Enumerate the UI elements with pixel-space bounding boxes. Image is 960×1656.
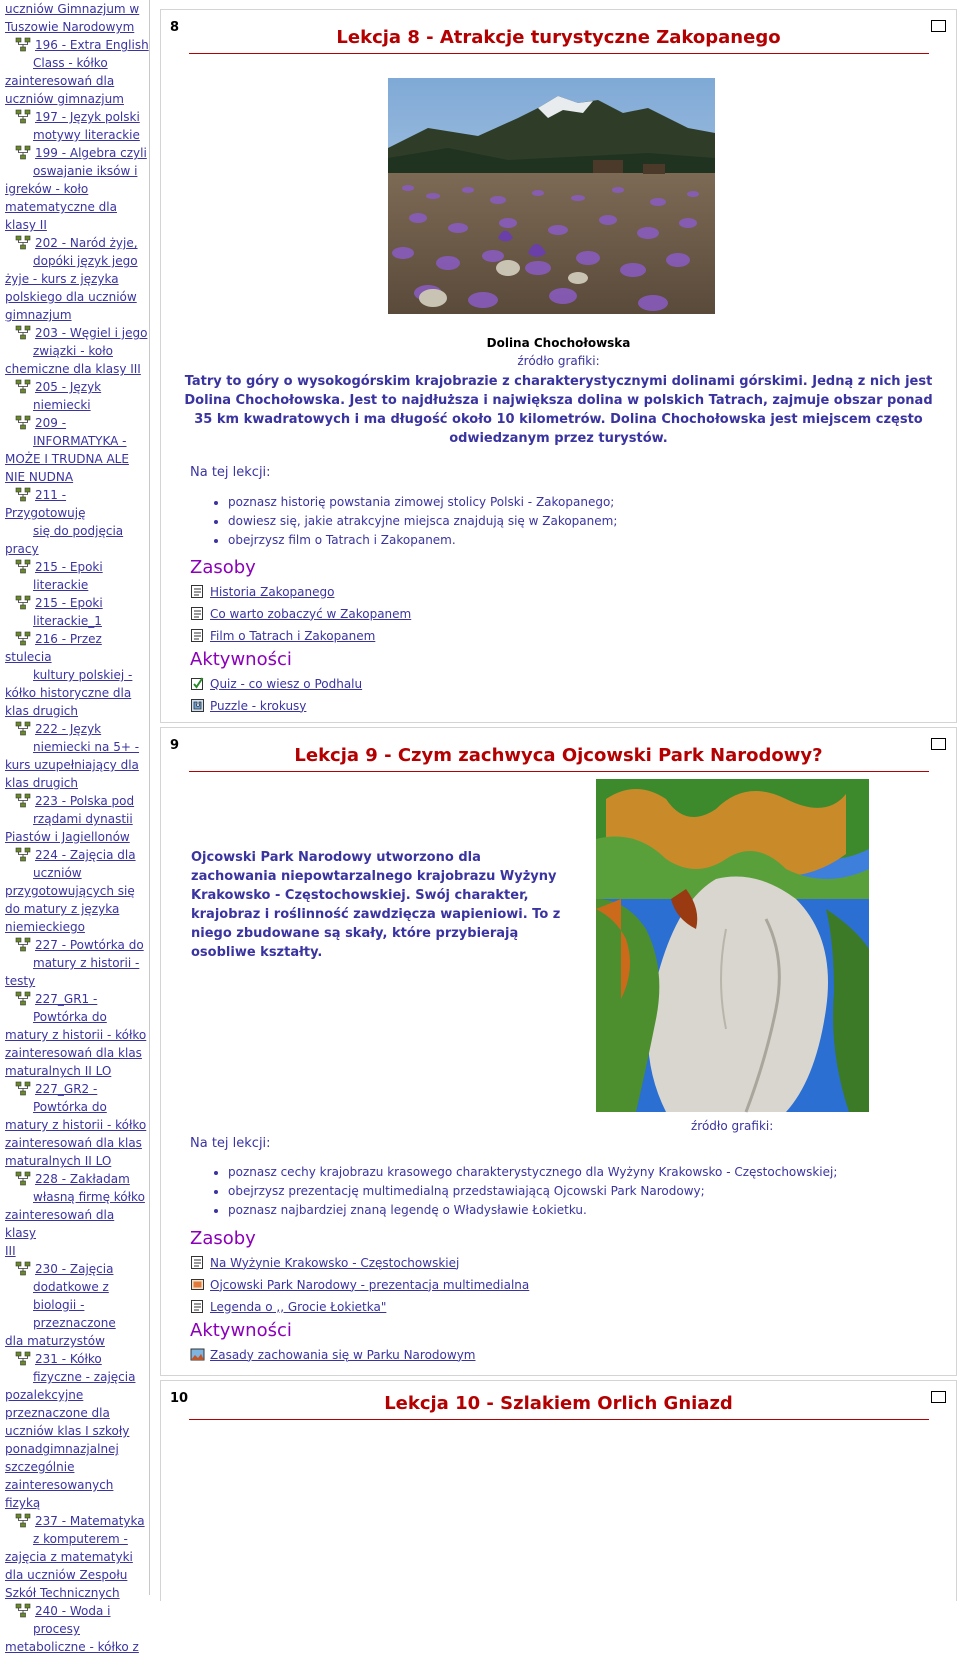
resources-heading: Zasoby bbox=[190, 557, 256, 578]
sidebar-course-item[interactable]: 231 - Kółko fizyczne - zajęcia pozalekcyjne przeznaczone dla uczniów klas I szkoły ponadgimnazjalnej szczególnie zainteresowanych fizyką bbox=[5, 1352, 136, 1510]
sidebar-course-item[interactable]: 216 - Przez stulecia kultury polskiej - kółko historyczne dla klas drugich bbox=[5, 632, 133, 718]
resource-link-text[interactable]: Historia Zakopanego bbox=[210, 584, 335, 599]
goal-item: • poznasz historię powstania zimowej stolicy Polski - Zakopanego; bbox=[228, 493, 617, 512]
course-tree-icon bbox=[15, 991, 31, 1006]
activities-heading: Aktywności bbox=[190, 1320, 292, 1341]
document-icon bbox=[190, 1255, 205, 1270]
course-tree-icon bbox=[15, 109, 31, 124]
course-tree-icon bbox=[15, 415, 31, 430]
course-tree-icon bbox=[15, 847, 31, 862]
course-tree-icon bbox=[15, 1081, 31, 1096]
sidebar-lead-text[interactable]: uczniów Gimnazjum w Tuszowie Narodowym bbox=[5, 2, 140, 34]
course-tree-icon bbox=[15, 721, 31, 736]
photo-source-link[interactable]: źródło grafiki: bbox=[517, 354, 600, 368]
goal-item: • obejrzysz prezentację multimedialną przedstawiającą Ojcowski Park Narodowy; bbox=[228, 1182, 837, 1201]
sidebar-course-item[interactable]: 197 - Język polski motywy literackie bbox=[5, 108, 149, 144]
document-icon bbox=[190, 1299, 205, 1314]
activity-link-text[interactable]: Zasady zachowania się w Parku Narodowym bbox=[210, 1347, 476, 1362]
resource-link-text[interactable]: Co warto zobaczyć w Zakopanem bbox=[210, 606, 412, 621]
activity-link[interactable] bbox=[190, 1347, 476, 1362]
photo-source bbox=[691, 1119, 841, 1133]
resource-link-text[interactable]: Ojcowski Park Narodowy - prezentacja multimedialna bbox=[210, 1277, 530, 1292]
resource-link[interactable] bbox=[190, 1299, 386, 1314]
sidebar-course-item[interactable]: 202 - Naród żyje, dopóki język jego żyje - kurs z języka polskiego dla uczniów gimnazjum bbox=[5, 236, 138, 322]
resource-link[interactable] bbox=[190, 1277, 529, 1292]
section-number: 9 bbox=[170, 738, 180, 753]
goal-item: • obejrzysz film o Tatrach i Zakopanem. bbox=[228, 531, 617, 550]
goal-item: • poznasz cechy krajobrazu krasowego charakterystycznego dla Wyżyny Krakowsko - Częstochowskiej; bbox=[228, 1163, 837, 1182]
sidebar-course-item[interactable]: 228 - Zakładam własną firmę kółko zainteresowań dla klasy III bbox=[5, 1172, 145, 1258]
valley-photo bbox=[388, 78, 715, 314]
course-tree-icon bbox=[15, 325, 31, 340]
sidebar-course-item[interactable]: 196 - Extra English Class - kółko zainteresowań dla uczniów gimnazjum bbox=[5, 38, 149, 106]
goals-list bbox=[196, 493, 617, 550]
resource-link[interactable] bbox=[190, 606, 411, 621]
course-tree-icon bbox=[15, 1513, 31, 1528]
lesson-title: Lekcja 8 - Atrakcje turystyczne Zakopanego bbox=[336, 27, 781, 48]
course-tree-icon bbox=[15, 379, 31, 394]
title-underline bbox=[189, 771, 929, 772]
document-icon bbox=[190, 606, 205, 621]
sidebar-course-item[interactable]: 227_GR2 - Powtórka do matury z historii - kółko zainteresowań dla klas maturalnych II LO bbox=[5, 1082, 147, 1168]
sidebar-course-item[interactable]: 240 - Woda i procesy metaboliczne - kółko z bbox=[5, 1604, 139, 1654]
sidebar-course-item[interactable]: 203 - Węgiel i jego związki - koło chemiczne dla klasy III bbox=[5, 326, 148, 376]
sidebar-course-item[interactable]: 215 - Epoki literackie bbox=[5, 558, 149, 594]
rock-photo bbox=[596, 779, 869, 1112]
lesson-title: Lekcja 9 - Czym zachwyca Ojcowski Park Narodowy? bbox=[294, 745, 823, 766]
resource-link[interactable] bbox=[190, 584, 334, 599]
lesson-section-8 bbox=[160, 9, 957, 723]
sidebar-course-item[interactable]: 237 - Matematyka z komputerem - zajęcia z matematyki dla uczniów Zespołu Szkół Technicznych bbox=[5, 1514, 145, 1600]
sidebar-course-item[interactable]: 223 - Polska pod rządami dynastii Piastów i Jagiellonów bbox=[5, 794, 135, 844]
goal-item: • poznasz najbardziej znaną legendę o Władysławie Łokietku. bbox=[228, 1201, 837, 1220]
course-tree-icon bbox=[15, 1351, 31, 1366]
course-tree-icon bbox=[15, 487, 31, 502]
photo-source bbox=[161, 354, 956, 368]
sidebar-course-item[interactable]: 227 - Powtórka do matury z historii - testy bbox=[5, 938, 144, 988]
activity-link-text[interactable]: Quiz - co wiesz o Podhalu bbox=[210, 676, 363, 691]
sidebar-course-item[interactable]: 222 - Język niemiecki na 5+ - kurs uzupełniający dla klas drugich bbox=[5, 722, 140, 790]
resource-link-text[interactable]: Na Wyżynie Krakowsko - Częstochowskiej bbox=[210, 1255, 460, 1270]
sidebar-course-item[interactable]: 211 - Przygotowuję się do podjęcia pracy bbox=[5, 488, 124, 556]
photo-caption: Dolina Chochołowska bbox=[486, 336, 631, 350]
resource-link[interactable] bbox=[190, 628, 375, 643]
lesson-title: Lekcja 10 - Szlakiem Orlich Gniazd bbox=[384, 1393, 733, 1414]
lesson-section-9 bbox=[160, 727, 957, 1376]
lesson-description: Ojcowski Park Narodowy utworzono dla zachowania niepowtarzalnego krajobrazu Wyżyny Krakowsko - Częstochowskiej. Swój charakter, krajobraz i roślinność zawdzięcza wapieniowi. To z niego zbudowane są skały, które przybierają osobliwe kształty. bbox=[191, 850, 561, 960]
goals-list bbox=[196, 1163, 837, 1220]
sidebar-course-item[interactable]: 199 - Algebra czyli oswajanie iksów i igreków - koło matematyczne dla klasy II bbox=[5, 146, 147, 232]
resource-link[interactable] bbox=[190, 1255, 459, 1270]
goal-item: • dowiesz się, jakie atrakcyjne miejsca znajdują się w Zakopanem; bbox=[228, 512, 617, 531]
presentation-icon bbox=[190, 1277, 205, 1292]
sidebar-course-item[interactable]: 215 - Epoki literackie_1 bbox=[5, 594, 149, 630]
activity-link-text[interactable]: Puzzle - krokusy bbox=[210, 698, 307, 713]
image-activity-icon bbox=[190, 1347, 205, 1362]
goals-label: Na tej lekcji: bbox=[190, 465, 271, 480]
lesson-section-10 bbox=[160, 1380, 957, 1601]
course-tree-icon bbox=[15, 1171, 31, 1186]
course-tree-icon bbox=[15, 559, 31, 574]
activity-link[interactable] bbox=[190, 698, 306, 713]
title-underline bbox=[189, 1419, 929, 1420]
course-tree-icon bbox=[15, 145, 31, 160]
document-icon bbox=[190, 584, 205, 599]
course-tree-icon bbox=[15, 595, 31, 610]
activities-heading: Aktywności bbox=[190, 649, 292, 670]
sidebar-course-item[interactable]: 227_GR1 - Powtórka do matury z historii - kółko zainteresowań dla klas maturalnych II LO bbox=[5, 992, 147, 1078]
lesson-description: Tatry to góry o wysokogórskim krajobrazie z charakterystycznymi dolinami górskimi. Jedną z nich jest Dolina Chochołowska. Jest to najdłuższa i największa dolina w polskich Tatrach, zajmuje obszar ponad 35 km kwadratowych i ma długość około 10 kilometrów. Dolina Chochołowska jest miejscem często odwiedzanym przez turystów. bbox=[184, 374, 933, 446]
goals-label: Na tej lekcji: bbox=[190, 1136, 271, 1151]
title-underline bbox=[189, 53, 929, 54]
course-tree-icon bbox=[15, 793, 31, 808]
course-tree-icon bbox=[15, 235, 31, 250]
sidebar-course-item[interactable]: 209 - INFORMATYKA - MOŻE I TRUDNA ALE NIE NUDNA bbox=[5, 416, 129, 484]
section-number: 8 bbox=[170, 20, 180, 35]
puzzle-icon bbox=[190, 698, 205, 713]
sidebar-course-item[interactable]: 224 - Zajęcia dla uczniów przygotowujących się do matury z języka niemieckiego bbox=[5, 848, 136, 934]
course-tree-icon bbox=[15, 1603, 31, 1618]
course-sidebar bbox=[5, 0, 150, 1654]
resource-link-text[interactable]: Film o Tatrach i Zakopanem bbox=[210, 628, 376, 643]
course-tree-icon bbox=[15, 937, 31, 952]
activity-link[interactable] bbox=[190, 676, 362, 691]
course-tree-icon bbox=[15, 631, 31, 646]
quiz-icon bbox=[190, 676, 205, 691]
photo-source-link[interactable]: źródło grafiki: bbox=[691, 1119, 774, 1133]
course-tree-icon bbox=[15, 1261, 31, 1276]
document-icon bbox=[190, 628, 205, 643]
course-tree-icon bbox=[15, 37, 31, 52]
sidebar-course-item[interactable]: 205 - Język niemiecki bbox=[5, 378, 149, 414]
section-number: 10 bbox=[170, 1391, 189, 1406]
resource-link-text[interactable]: Legenda o ,, Grocie Łokietka" bbox=[210, 1299, 387, 1314]
resources-heading: Zasoby bbox=[190, 1228, 256, 1249]
sidebar-course-item[interactable]: 230 - Zajęcia dodatkowe z biologii - przeznaczone dla maturzystów bbox=[5, 1262, 116, 1348]
